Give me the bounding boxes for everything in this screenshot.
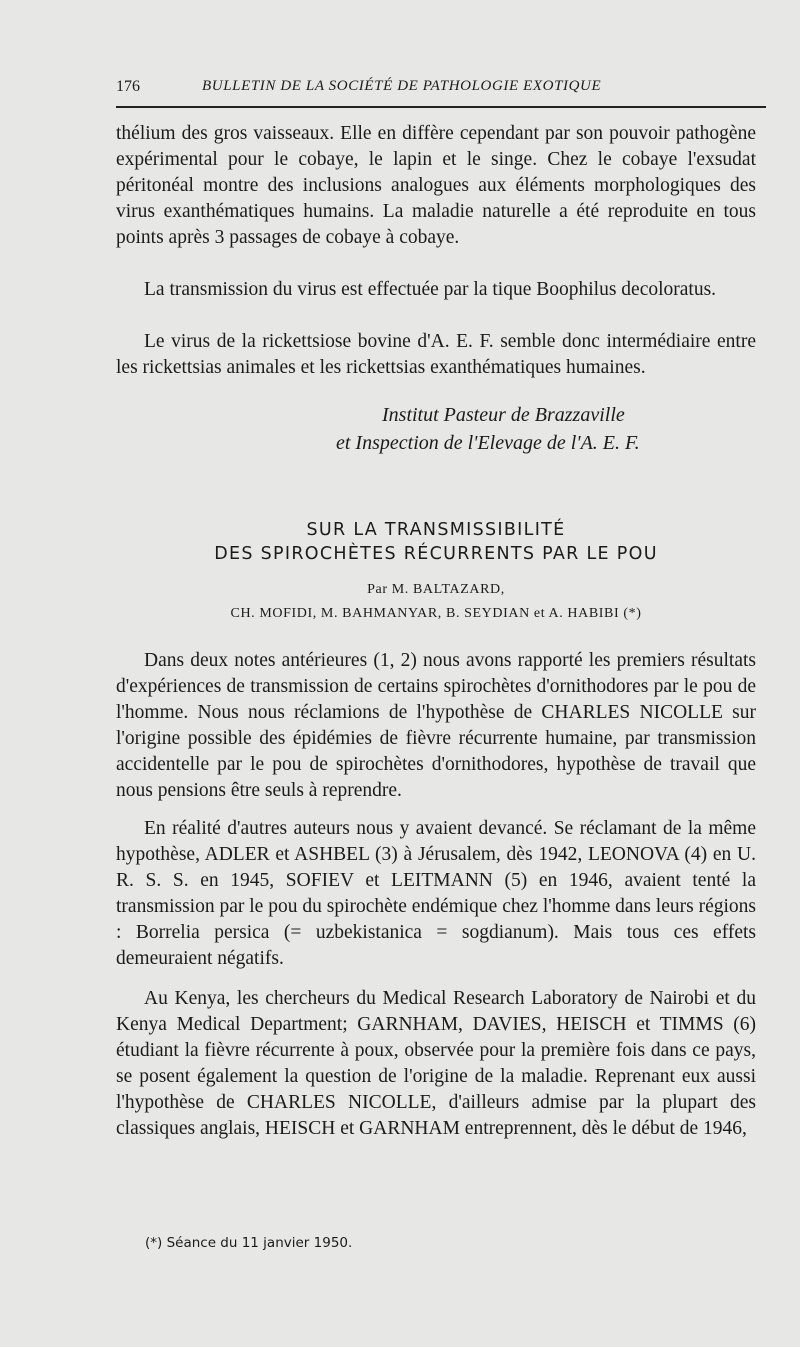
page-header	[116, 78, 756, 104]
article-paragraph-3: Au Kenya, les chercheurs du Medical Research Laboratory de Nairobi et du Kenya Medical Department; GARNHAM, DAVIES, HEISCH et TIMMS (6) étudiant la fièvre récurrente à poux, observée pour la première fois dans ce pays, se posent également la question de l'origine de la maladie. Reprenant eux aussi l'hypothèse de CHARLES NICOLLE, d'ailleurs admise par la plupart des classiques anglais, HEISCH et GARNHAM entreprennent, dès le début de 1946,	[116, 988, 756, 1139]
prev-article-paragraph-2: La transmission du virus est effectuée par la tique Boophilus decoloratus.	[144, 279, 717, 300]
footnote: (*) Séance du 11 janvier 1950.	[145, 1235, 353, 1251]
byline-line-1: Par M. BALTAZARD,	[367, 582, 505, 597]
header-rule	[116, 106, 766, 108]
signature-institution: Institut Pasteur de Brazzaville	[382, 404, 625, 426]
prev-article-paragraph-3: Le virus de la rickettsiose bovine d'A. E. F. semble donc intermédiaire entre les rickettsias animales et les rickettsias exanthématiques humaines.	[116, 331, 756, 378]
article-title-line-2: DES SPIROCHÈTES RÉCURRENTS PAR LE POU	[214, 544, 658, 564]
running-title: BULLETIN DE LA SOCIÉTÉ DE PATHOLOGIE EXOTIQUE	[202, 78, 602, 94]
signature-inspection: et Inspection de l'Elevage de l'A. E. F.	[336, 432, 640, 454]
page-number: 176	[116, 78, 140, 95]
article-title-line-1: SUR LA TRANSMISSIBILITÉ	[306, 520, 566, 540]
article-paragraph-1: Dans deux notes antérieures (1, 2) nous avons rapporté les premiers résultats d'expériences de transmission de certains spirochètes d'ornithodores par le pou de l'homme. Nous nous réclamions de l'hypothèse de CHARLES NICOLLE sur l'origine possible des épidémies de fièvre récurrente humaine, par transmission accidentelle par le pou de spirochètes d'ornithodores, hypothèse de travail que nous pensions être seuls à reprendre.	[116, 650, 756, 801]
article-paragraph-2: En réalité d'autres auteurs nous y avaient devancé. Se réclamant de la même hypothèse, ADLER et ASHBEL (3) à Jérusalem, dès 1942, LEONOVA (4) en U. R. S. S. en 1945, SOFIEV et LEITMANN (5) en 1946, avaient tenté la transmission par le pou du spirochète endémique chez l'homme dans leurs régions : Borrelia persica (= uzbekistanica = sogdianum). Mais tous ces effets demeuraient négatifs.	[116, 818, 756, 969]
prev-article-paragraph-1: thélium des gros vaisseaux. Elle en diffère cependant par son pouvoir pathogène expérimental pour le cobaye, le lapin et le singe. Chez le cobaye l'exsudat péritonéal montre des inclusions analogues aux éléments morphologiques des virus exanthématiques humains. La maladie naturelle a été reproduite en tous points après 3 passages de cobaye à cobaye.	[116, 123, 756, 248]
byline-line-2: CH. MOFIDI, M. BAHMANYAR, B. SEYDIAN et A. HABIBI (*)	[230, 606, 642, 621]
